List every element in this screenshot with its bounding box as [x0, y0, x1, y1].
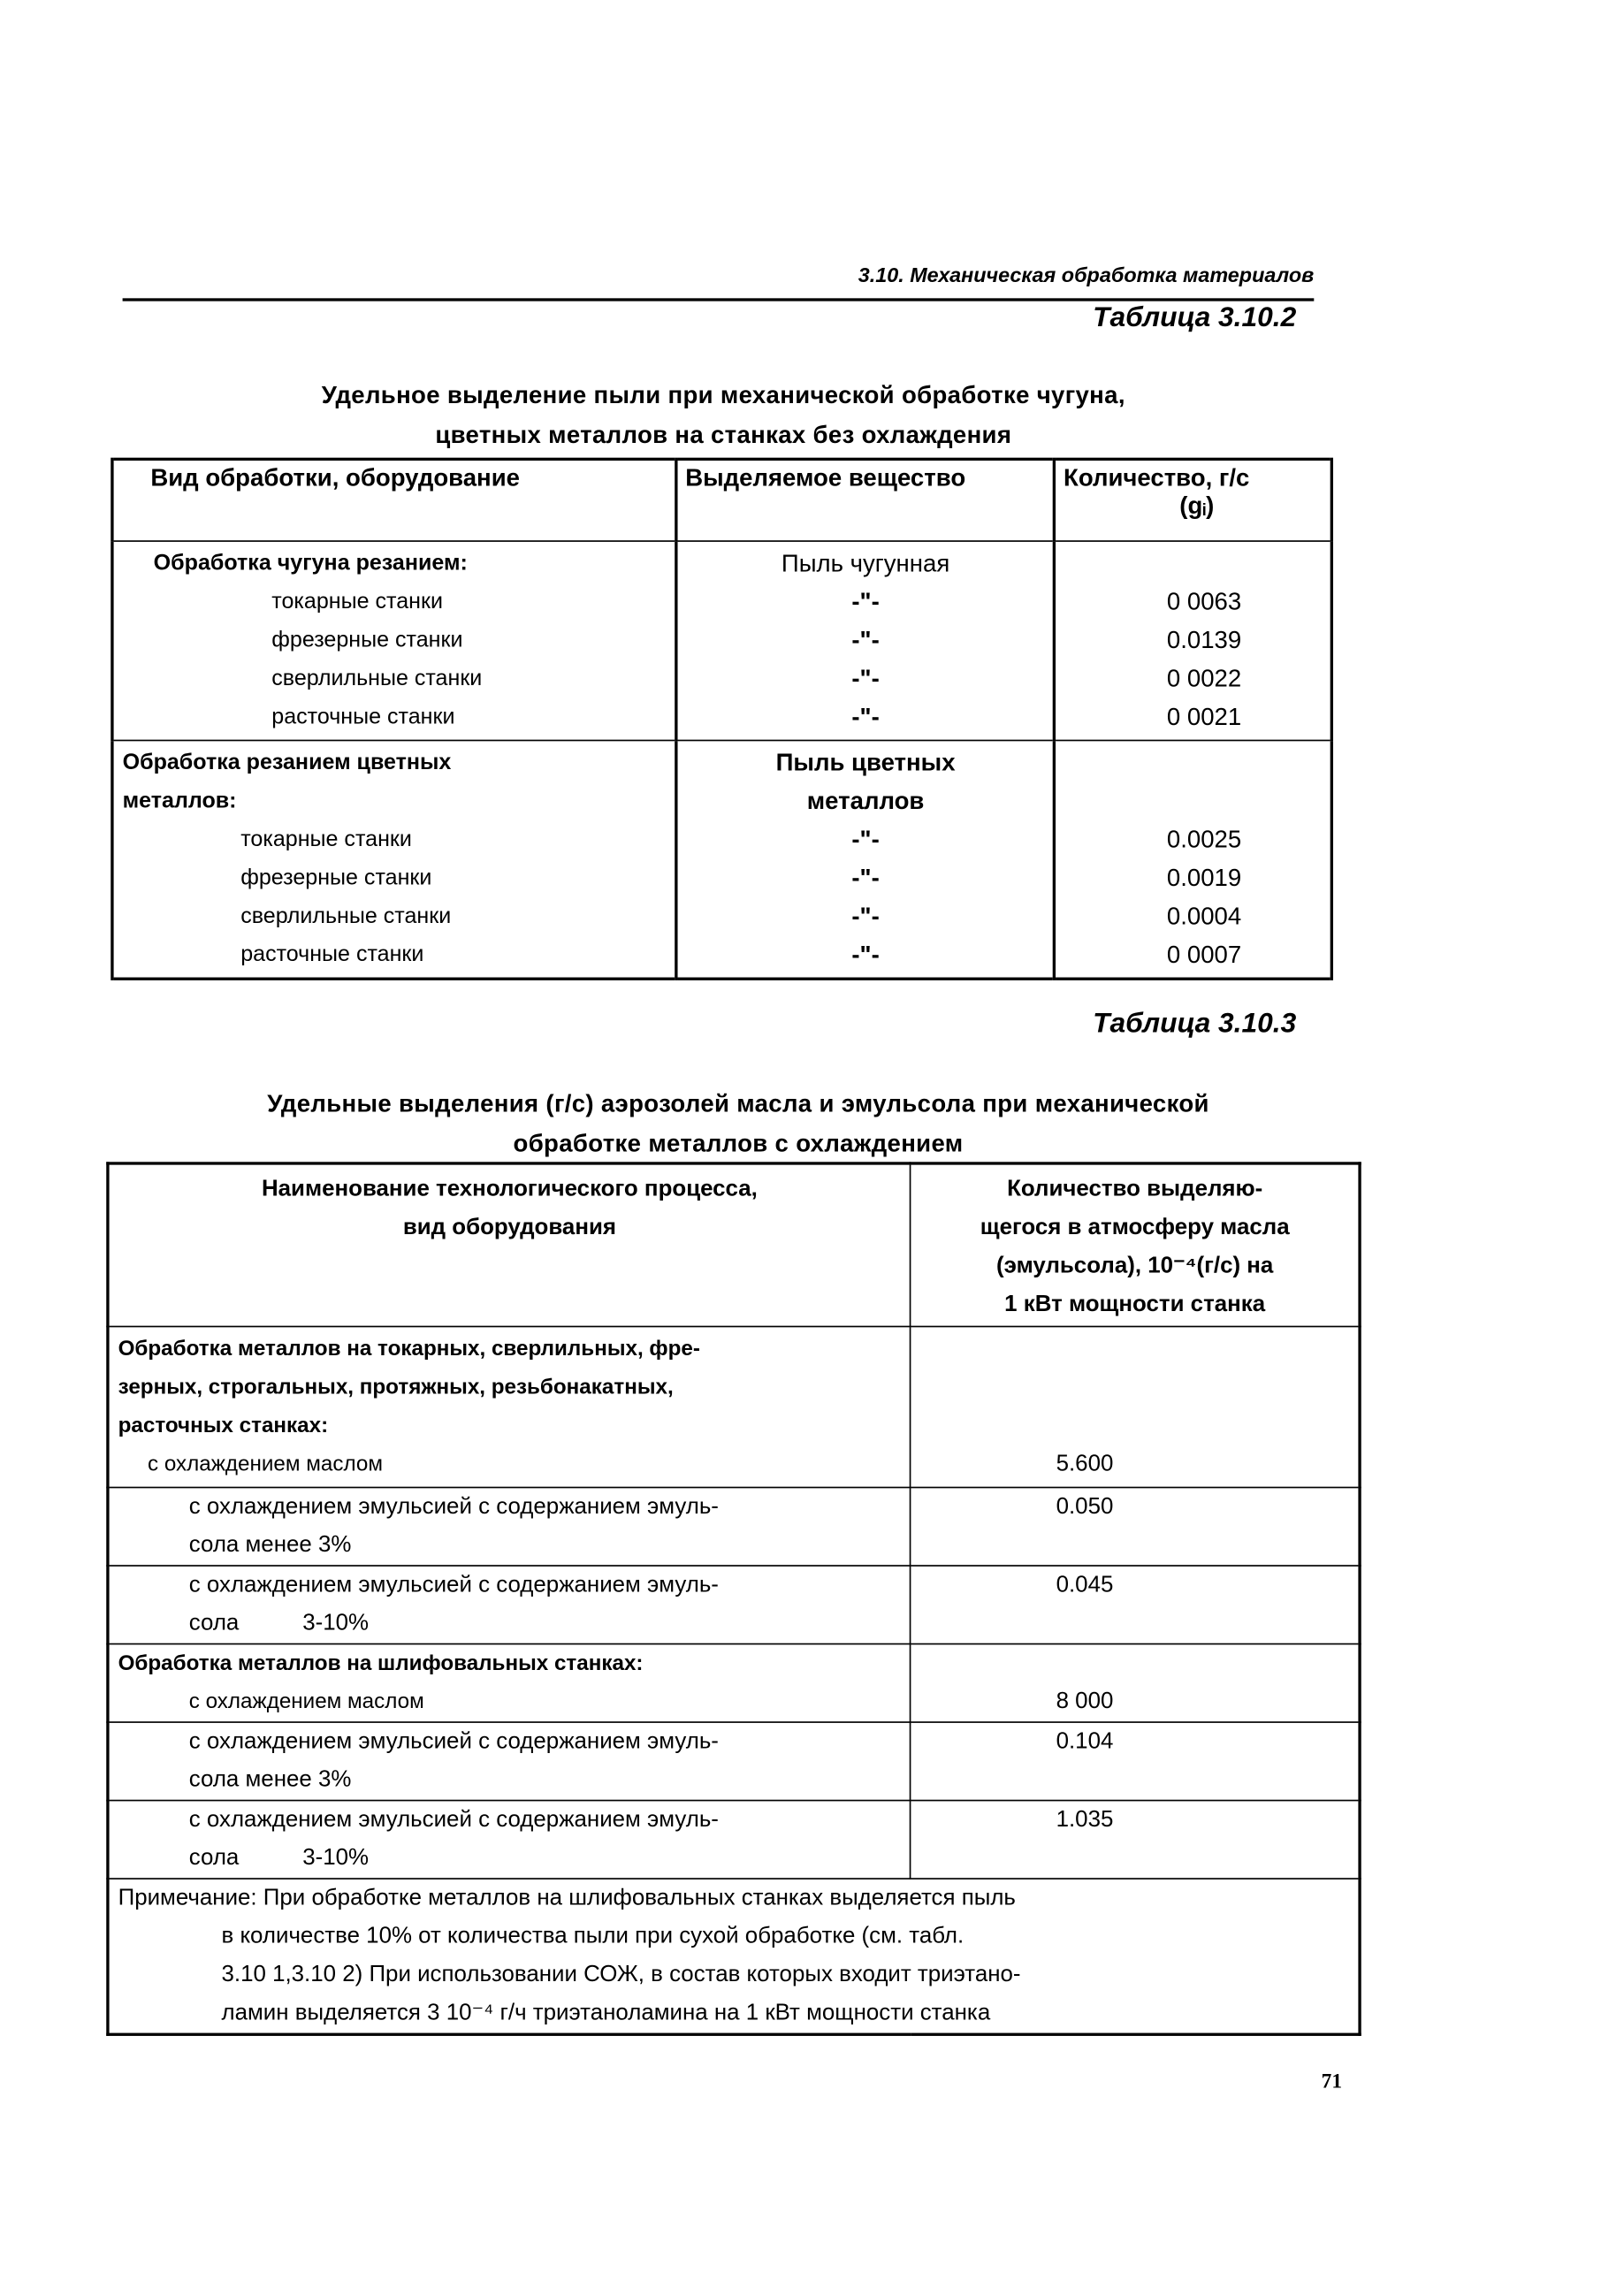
group-title-line: Обработка резанием цветных — [122, 749, 452, 774]
note-line: Примечание: При обработке металлов на шлифовальных станках выделяется пыль — [118, 1884, 1016, 1910]
substance-cell — [676, 540, 1055, 739]
group-title — [112, 540, 676, 739]
row-name-cell — [108, 1487, 911, 1566]
row-line: с охлаждением эмульсией с содержанием эмуль- — [188, 1727, 719, 1754]
row-name-cell — [108, 1800, 911, 1879]
value: 1.035 — [1056, 1806, 1114, 1832]
header-line: вид оборудования — [402, 1215, 616, 1240]
row-line: сола менее 3% — [188, 1766, 352, 1792]
table-row — [108, 1800, 1360, 1879]
value: 0 0021 — [1166, 703, 1242, 730]
group-title — [112, 740, 676, 979]
value: 0.0019 — [1166, 864, 1242, 891]
value: 0 0022 — [1166, 665, 1242, 692]
header-line: (эмульсола), 10⁻⁴(г/с) на — [996, 1253, 1274, 1279]
value-cell — [911, 1565, 1360, 1643]
row-name: фрезерные станки — [271, 626, 463, 652]
value-cell — [1055, 740, 1331, 979]
value: 0.0139 — [1166, 626, 1242, 653]
row-line: сола 3-10% — [188, 1844, 370, 1871]
title-line: цветных металлов на станках без охлаждения — [435, 422, 1012, 449]
note-line: в количестве 10% от количества пыли при сухой обработке (см. табл. — [221, 1923, 964, 1948]
row-name: расточные станки — [271, 703, 455, 729]
row-line: сола 3-10% — [188, 1610, 370, 1635]
value: 0 0007 — [1166, 941, 1242, 968]
header-line: Наименование технологического процесса, — [261, 1176, 758, 1202]
header-cell: Выделяемое вещество — [676, 459, 1055, 540]
row-name-cell — [108, 1721, 911, 1800]
row-name: токарные станки — [240, 826, 412, 851]
table2-header — [108, 1163, 1360, 1326]
group-title-line: металлов: — [122, 787, 237, 813]
table2 — [106, 1162, 1361, 2035]
header-cell — [911, 1163, 1360, 1326]
header-line: щегося в атмосферу масла — [980, 1215, 1290, 1240]
row-name: с охлаждением маслом — [148, 1452, 384, 1476]
header-text: Количество, г/с — [1064, 465, 1250, 492]
header-cell — [1055, 459, 1331, 540]
row-name-cell — [108, 1565, 911, 1643]
value: 8 000 — [1056, 1688, 1114, 1714]
header-unit: (gᵢ) — [1179, 492, 1215, 520]
table-note-row — [108, 1878, 1360, 2033]
table2-title — [88, 1085, 1388, 1164]
value-cell — [911, 1643, 1360, 1722]
running-header: 3.10. Механическая обработка материалов — [858, 263, 1315, 286]
value-cell — [911, 1721, 1360, 1800]
header-line: 1 кВт мощности станка — [1004, 1292, 1266, 1317]
table-row — [112, 540, 1331, 739]
row-name: сверлильные станки — [271, 665, 483, 690]
ditto: -"- — [851, 665, 880, 692]
table-row — [112, 740, 1331, 979]
header-line: Количество выделяю- — [1007, 1176, 1263, 1202]
value: 0.0004 — [1166, 903, 1242, 930]
substance: Пыль чугунная — [781, 550, 950, 577]
header-cell — [108, 1163, 911, 1326]
value-cell — [911, 1800, 1360, 1879]
ditto: -"- — [851, 826, 880, 853]
ditto: -"- — [851, 864, 880, 891]
value: 0 0063 — [1166, 588, 1242, 615]
value: 0.045 — [1056, 1571, 1114, 1597]
substance: металлов — [806, 787, 925, 815]
title-line: обработке металлов с охлаждением — [513, 1131, 964, 1158]
ditto: -"- — [851, 903, 880, 930]
table-row — [108, 1643, 1360, 1722]
note-line: ламин выделяется 3 10⁻⁴ г/ч триэтаноламина на 1 кВт мощности станка — [221, 2000, 991, 2025]
group-title-line: Обработка металлов на шлифовальных станках: — [118, 1651, 644, 1675]
title-line: Удельное выделение пыли при механической обработке чугуна, — [321, 382, 1125, 409]
header-rule — [123, 298, 1315, 301]
table1-title — [88, 377, 1358, 456]
value: 5.600 — [1056, 1450, 1114, 1476]
group-title-line: расточных станках: — [118, 1414, 329, 1437]
value: 0.0025 — [1166, 826, 1242, 853]
ditto: -"- — [851, 941, 880, 968]
table-row — [108, 1565, 1360, 1643]
note-line: 3.10 1,3.10 2) При использовании СОЖ, в состав которых входит триэтано- — [221, 1961, 1021, 1986]
table2-label: Таблица 3.10.3 — [1093, 1008, 1297, 1040]
row-line: сола менее 3% — [188, 1531, 352, 1558]
table1 — [111, 458, 1333, 980]
row-name: сверлильные станки — [240, 903, 452, 928]
table1-label: Таблица 3.10.2 — [1093, 302, 1297, 334]
row-line: с охлаждением эмульсией с содержанием эмуль- — [188, 1806, 719, 1832]
ditto: -"- — [851, 626, 880, 653]
group-title-line: Обработка чугуна резанием: — [153, 550, 468, 576]
value: 0.104 — [1056, 1727, 1114, 1754]
row-line: с охлаждением эмульсией с содержанием эмуль- — [188, 1571, 719, 1597]
ditto: -"- — [851, 703, 880, 730]
group-title-line: Обработка металлов на токарных, сверлильных, фре- — [118, 1337, 700, 1361]
table-row — [108, 1487, 1360, 1566]
ditto: -"- — [851, 588, 880, 615]
value-cell — [1055, 540, 1331, 739]
table-row — [108, 1326, 1360, 1487]
group-cell — [108, 1326, 911, 1487]
substance: Пыль цветных — [775, 749, 956, 776]
group-title-line: зерных, строгальных, протяжных, резьбонакатных, — [118, 1375, 674, 1399]
title-line: Удельные выделения (г/с) аэрозолей масла и эмульсола при механической — [267, 1091, 1209, 1118]
page-number: 71 — [1321, 2071, 1343, 2094]
table-row — [108, 1721, 1360, 1800]
row-name: расточные станки — [240, 941, 424, 967]
value-cell — [911, 1326, 1360, 1487]
group-cell — [108, 1643, 911, 1722]
value-cell — [911, 1487, 1360, 1566]
table1-header — [112, 459, 1331, 540]
row-name: токарные станки — [271, 588, 443, 614]
note-cell — [108, 1878, 1360, 2033]
row-name: с охлаждением маслом — [188, 1689, 424, 1714]
row-line: с охлаждением эмульсией с содержанием эмуль- — [188, 1493, 719, 1519]
substance-cell — [676, 740, 1055, 979]
header-cell: Вид обработки, оборудование — [112, 459, 676, 540]
value: 0.050 — [1056, 1493, 1114, 1519]
row-name: фрезерные станки — [240, 864, 432, 890]
